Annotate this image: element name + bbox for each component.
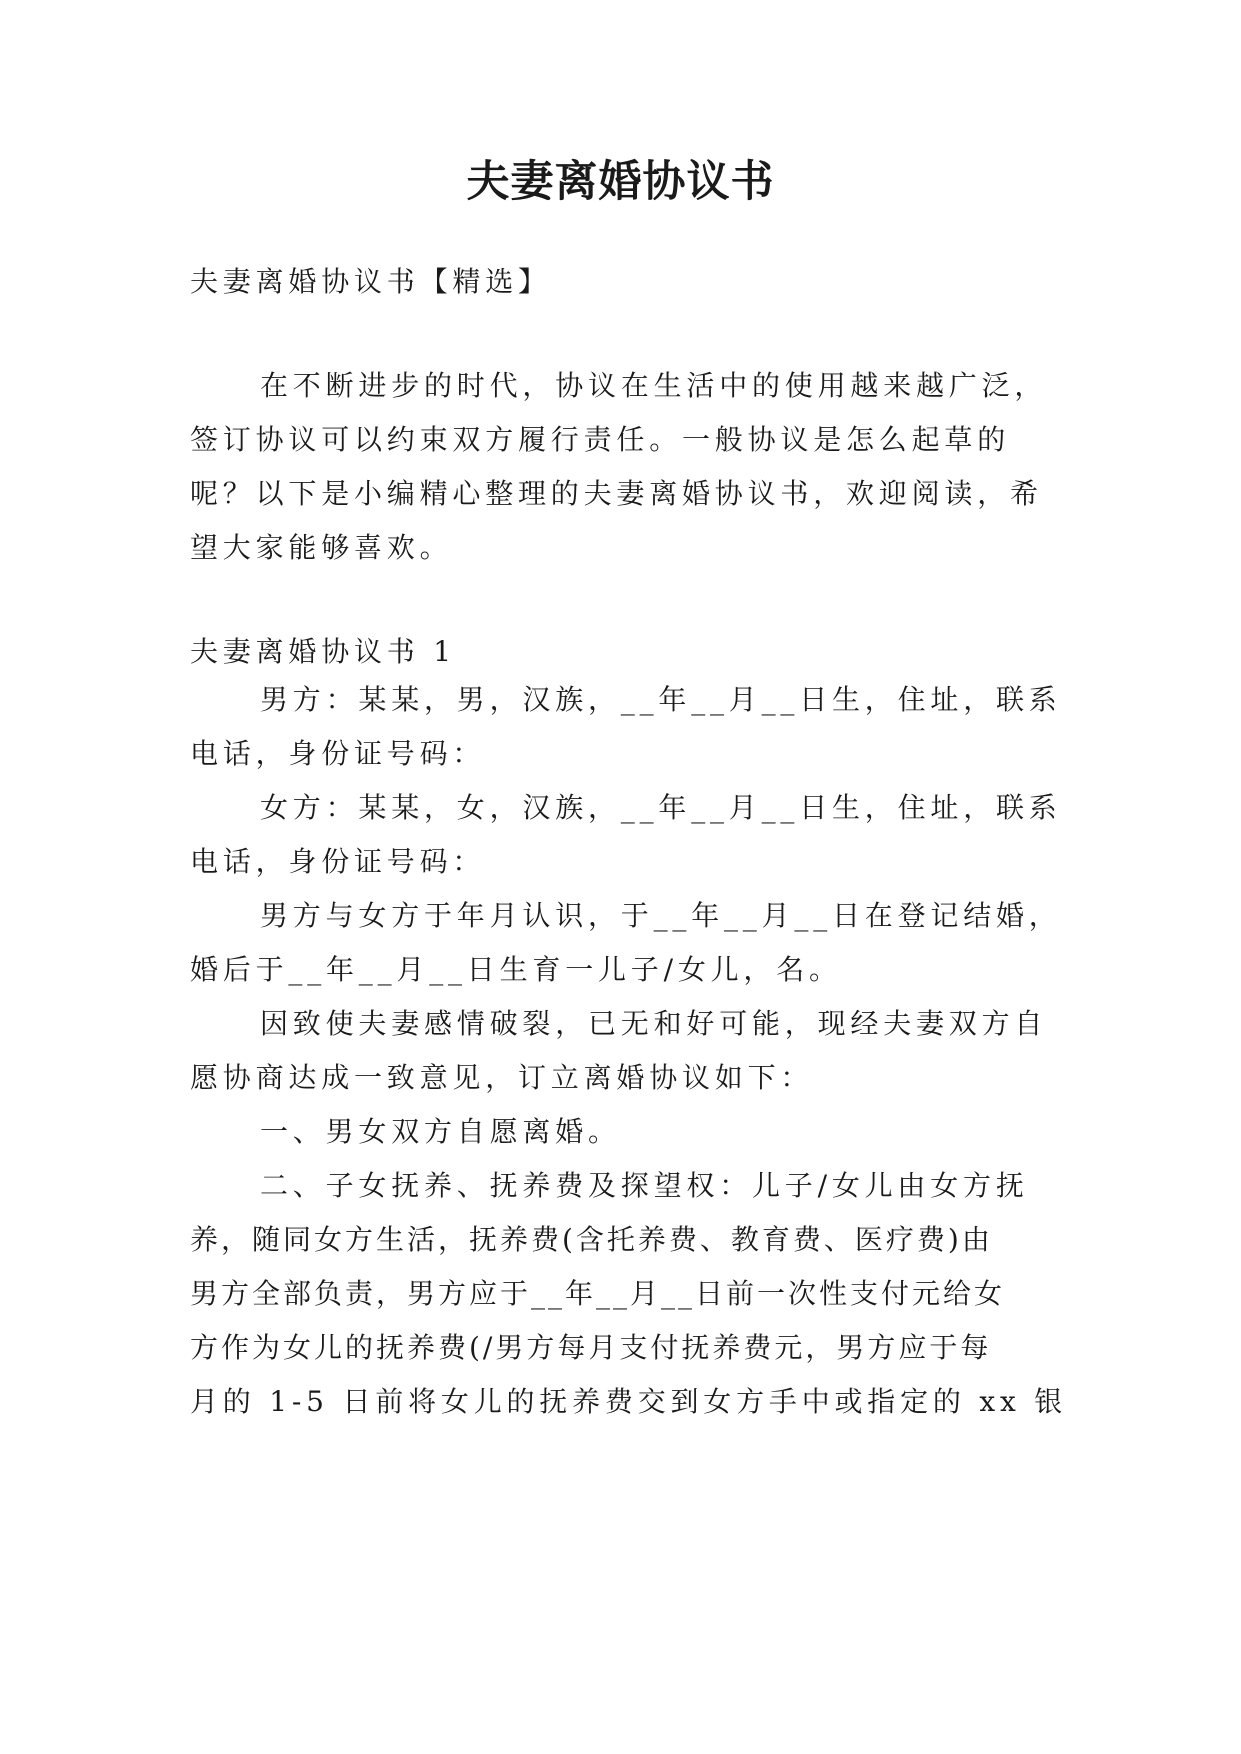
body-line: 电话，身份证号码： bbox=[190, 737, 486, 770]
body-line: 男方全部负责，男方应于__年__月__日前一次性支付元给女 bbox=[190, 1277, 1006, 1310]
body-line: 男方与女方于年月认识，于__年__月__日在登记结婚， bbox=[260, 899, 1062, 932]
intro-line: 签订协议可以约束双方履行责任。一般协议是怎么起草的 bbox=[190, 423, 1011, 456]
body-line: 愿协商达成一致意见，订立离婚协议如下： bbox=[190, 1061, 814, 1094]
body-line: 男方：某某，男，汉族，__年__月__日生，住址，联系 bbox=[260, 683, 1062, 716]
body-line: 因致使夫妻感情破裂，已无和好可能，现经夫妻双方自 bbox=[260, 1007, 1048, 1040]
body-line: 养，随同女方生活，抚养费(含托养费、教育费、医疗费)由 bbox=[190, 1223, 993, 1256]
section-heading: 夫妻离婚协议书 1 bbox=[190, 635, 456, 668]
body-line: 方作为女儿的抚养费(/男方每月支付抚养费元，男方应于每 bbox=[190, 1331, 992, 1364]
document-subtitle: 夫妻离婚协议书【精选】 bbox=[190, 265, 551, 298]
body-line: 电话，身份证号码： bbox=[190, 845, 486, 878]
body-line: 婚后于__年__月__日生育一儿子/女儿，名。 bbox=[190, 953, 842, 986]
body-line: 女方：某某，女，汉族，__年__月__日生，住址，联系 bbox=[260, 791, 1062, 824]
intro-line: 呢？以下是小编精心整理的夫妻离婚协议书，欢迎阅读，希 bbox=[190, 477, 1043, 510]
document-title: 夫妻离婚协议书 bbox=[466, 157, 775, 207]
body-line: 月的 1-5 日前将女儿的抚养费交到女方手中或指定的 xx 银 bbox=[190, 1385, 1068, 1418]
body-line: 二、子女抚养、抚养费及探望权：儿子/女儿由女方抚 bbox=[260, 1169, 1029, 1202]
intro-line: 望大家能够喜欢。 bbox=[190, 531, 453, 564]
intro-line: 在不断进步的时代，协议在生活中的使用越来越广泛， bbox=[260, 369, 1048, 402]
body-line: 一、男女双方自愿离婚。 bbox=[260, 1115, 621, 1148]
